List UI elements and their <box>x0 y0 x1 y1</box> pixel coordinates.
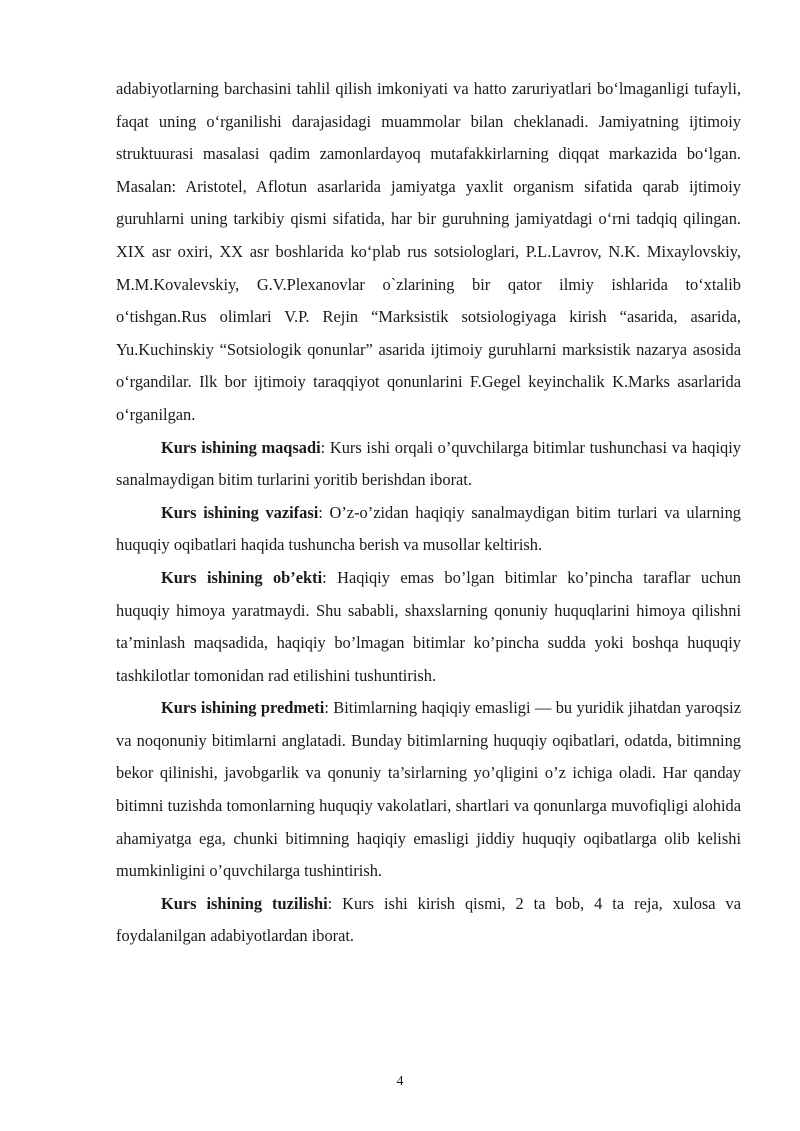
tasks-text: : O’z-o’zidan haqiqiy sanalmaydigan bitim turlari va ularning huquqiy oqibatlari haqida tushuncha berish va musollar keltirish. <box>116 502 742 555</box>
subject-text: : Bitimlarning haqiqiy emasligi — bu yuridik jihatdan yaroqsiz va noqonuniy bitimlarni anglatadi. Bunday bitimlarning huquqiy oqibatlari, odatda, bitimning bekor qilinishi, javobgarlik va qonuniy ta’sirlarning yo’qligini o’z ichiga oladi. Har qanday bitimni tuzishda tomonlarning huquqiy vakolatlari, shartlari va qonunlarga muvofiqligi alohida ahamiyatga ega, chunki bitimning haqiqiy emasligi jiddiy huquqiy oqibatlarga olib kelishi mumkinligini o’quvchilarga tushintirish. <box>116 698 741 881</box>
paragraph-goal <box>116 432 741 497</box>
page-number: 4 <box>396 1074 404 1089</box>
paragraph-object <box>116 562 741 692</box>
subject-label: Kurs ishining predmeti <box>161 698 325 718</box>
body-text <box>116 73 741 953</box>
intro-paragraph: adabiyotlarning barchasini tahlil qilish imkoniyati va hatto zaruriyatlari bo‘lmaganligi tufayli, faqat uning o‘rganilishi darajasidagi muammolar bilan cheklanadi. Jamiyatning ijtimoiy struktuurasi masalasi qadim zamonlardayoq mutafakkirlarning diqqat markazida bo‘lgan. Masalan: Aristotel, Aflotun asarlarida jamiyatga yaxlit organism sifatida qarab ijtimoiy guruhlarni uning tarkibiy qismi sifatida, har bir guruhning jamiyatdagi o‘rni tadqiq qilingan. XIX asr oxiri, XX asr boshlarida ko‘plab rus sotsiologlari, P.L.Lavrov, N.K. Mixaylovskiy, M.M.Kovalevskiy, G.V.Plexanovlar o`zlarining bir qator ilmiy ishlarida to‘xtalib o‘tishgan.Rus olimlari V.P. Rejin “Marksistik sotsiologiyaga kirish “asarida, asarida, Yu.Kuchinskiy “Sotsiologik qonunlar” asarida ijtimoiy guruhlarni marksistik nazarya asosida o‘rgandilar. Ilk bor ijtimoiy taraqqiyot qonunlarini F.Gegel keyinchalik K.Marks asarlarida o‘rganilgan. <box>116 79 741 424</box>
paragraph-structure <box>116 888 741 953</box>
paragraph-subject <box>116 692 741 888</box>
structure-label: Kurs ishining tuzilishi <box>161 893 328 913</box>
goal-label: Kurs ishining maqsadi <box>161 437 321 457</box>
tasks-label: Kurs ishining vazifasi <box>161 502 319 522</box>
structure-text: : Kurs ishi kirish qismi, 2 ta bob, 4 ta reja, xulosa va foydalanilgan adabiyotlardan iborat. <box>116 893 742 946</box>
object-label: Kurs ishining ob’ekti <box>161 567 323 587</box>
paragraph-tasks <box>116 497 741 562</box>
goal-text: : Kurs ishi orqali o’quvchilarga bitimlar tushunchasi va haqiqiy sanalmaydigan bitim turlarini yoritib berishdan iborat. <box>116 437 741 490</box>
object-text: : Haqiqiy emas bo’lgan bitimlar ko’pincha taraflar uchun huquqiy himoya yaratmaydi. Shu sababli, shaxslarning qonuniy huquqlarini himoya qilishni ta’minlash maqsadida, haqiqiy bo’lmagan bitimlar ko’pincha sudda yoki boshqa huquqiy tashkilotlar tomonidan rad etilishini tushuntirish. <box>116 567 741 685</box>
